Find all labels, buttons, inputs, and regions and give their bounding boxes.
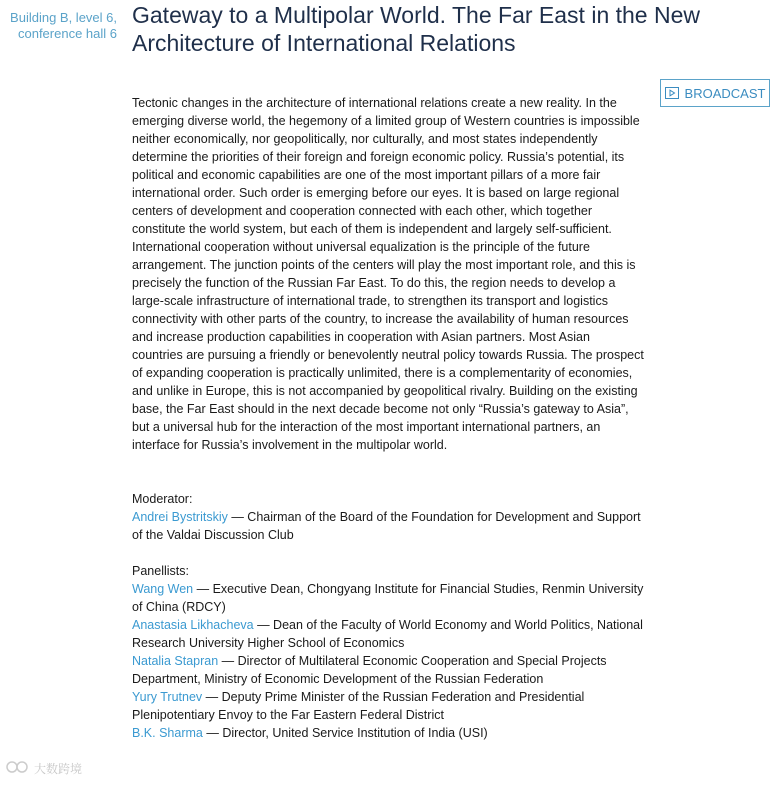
moderator-name-link[interactable]: Andrei Bystritskiy [132,510,228,524]
panellist-name-link[interactable]: Wang Wen [132,582,194,596]
panellist-entry [132,724,644,742]
panellist-entry [132,652,644,688]
panellist-name-link[interactable]: Anastasia Likhacheva [132,618,254,632]
panellist-name-link[interactable]: B.K. Sharma [132,726,203,740]
broadcast-button[interactable] [660,79,770,107]
watermark [6,760,82,777]
watermark-logo-icon [6,760,30,777]
panellist-entry [132,580,644,616]
play-screen-icon [665,87,679,99]
panellist-name-link[interactable]: Yury Trutnev [132,690,203,704]
panellist-name-link[interactable]: Natalia Stapran [132,654,219,668]
session-description: Tectonic changes in the architecture of international relations create a new reality. In the emerging diverse world, the hegemony of a limited group of Western countries is impossible neither economically, nor geopolitically, nor culturally, and most states independently determine the priorities of their foreign and foreign economic policy. Russia’s potential, its political and economic capabilities are one of the most important pillars of a more fair international order. Such order is emerging before our eyes. It is based on large regional centers of development and cooperation connected with each other, which together constitute the world system, but each of them is independent and largely self-sufficient. International cooperation without universal equalization is the principle of the future arrangement. The junction points of the centers will play the most important role, and this is precisely the function of the Russian Far East. To do this, the region needs to develop a large-scale infrastructure of international trade, to strengthen its transport and logistics connectivity with other parts of the country, to increase the availability of human resources and increase production capabilities in cooperation with Asian partners. Most Asian countries are pursuing a friendly or benevolently neutral policy towards Russia. The prospect of expanding cooperation is practically unlimited, there is a complementarity of economies, and unlike in Europe, this is not accompanied by geopolitical rivalry. Building on the existing base, the Far East should in the next decade become not only “Russia’s gateway to Asia”, but a universal hub for the interaction of the most important international partners, an interface for Russia’s involvement in the multipolar world. [132,96,644,452]
panellist-role: — Dean of the Faculty of World Economy and World Politics, National Research University Higher School of Economics [132,618,643,650]
panellist-entry [132,616,644,652]
session-content [132,94,644,742]
panellist-role: — Executive Dean, Chongyang Institute for Financial Studies, Renmin University of China (RDCY) [132,582,644,614]
session-title: Gateway to a Multipolar World. The Far East in the New Architecture of International Relations [132,2,701,56]
panellists-label: Panellists: [132,564,189,578]
panellist-role: — Director, United Service Institution of India (USI) [202,726,488,740]
moderator-entry [132,508,644,544]
session-location [0,10,117,42]
panellist-role: — Deputy Prime Minister of the Russian Federation and Presidential Plenipotentiary Envoy to the Far Eastern Federal District [132,690,585,722]
panellist-role: — Director of Multilateral Economic Cooperation and Special Projects Department, Ministry of Economic Development of the Russian Federation [132,654,607,686]
moderator-label: Moderator: [132,492,193,506]
panellist-entry [132,688,644,724]
watermark-text: 大数跨境 [34,762,83,776]
broadcast-label: BROADCAST [684,85,766,101]
moderator-role: — Chairman of the Board of the Foundation for Development and Support of the Valdai Discussion Club [132,510,641,542]
location-line-1: Building B, level 6, [10,10,117,25]
location-line-2: conference hall 6 [17,26,117,41]
